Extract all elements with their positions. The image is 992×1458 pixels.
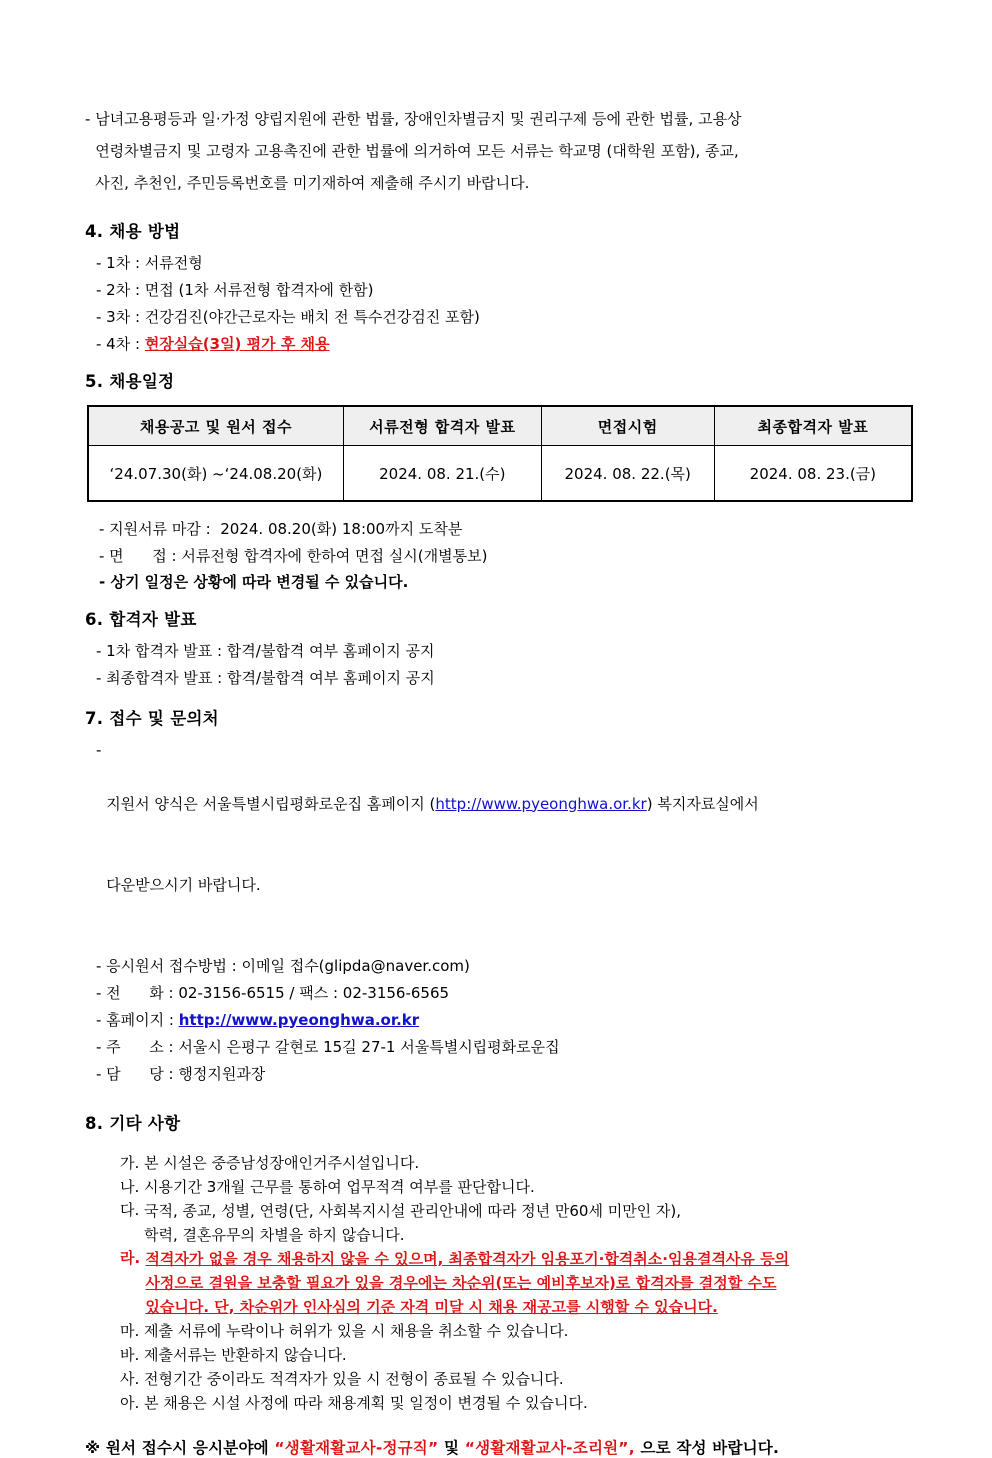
section7-homepage-prefix: - 홈페이지 : bbox=[96, 1010, 179, 1029]
schedule-header-interview: 면접시험 bbox=[541, 406, 714, 446]
footer-suffix: 으로 작성 바랍니다. bbox=[634, 1438, 780, 1457]
schedule-cell-final: 2024. 08. 23.(금) bbox=[714, 446, 912, 502]
homepage-link[interactable]: http://www.pyeonghwa.or.kr bbox=[435, 794, 647, 813]
section6-item-2: - 최종합격자 발표 : 합격/불합격 여부 홈페이지 공지 bbox=[96, 668, 435, 687]
section8-item-ba: 바. 제출서류는 반환하지 않습니다. bbox=[120, 1345, 347, 1364]
section-pass-announcement bbox=[85, 610, 914, 692]
schedule-note-change: - 상기 일정은 상황에 따라 변경될 수 있습니다. bbox=[99, 573, 409, 591]
footer-field-regular: “생활재활교사-정규직” bbox=[274, 1438, 439, 1457]
section7-item-form-bullet: - bbox=[96, 740, 107, 759]
section4-item-2: - 2차 : 면접 (1차 서류전형 합격자에 한함) bbox=[96, 281, 374, 299]
section7-form-suffix: ) 복지자료실에서 bbox=[646, 794, 759, 813]
schedule-header-apply: 채용공고 및 원서 접수 bbox=[88, 406, 343, 446]
intro-line-3: 사진, 추천인, 주민등록번호를 미기재하여 제출해 주시기 바랍니다. bbox=[95, 174, 530, 192]
schedule-table bbox=[87, 405, 913, 502]
homepage-link-2[interactable]: http://www.pyeonghwa.or.kr bbox=[178, 1010, 420, 1029]
schedule-data-row bbox=[88, 446, 912, 502]
section8-title: 8. 기타 사항 bbox=[85, 1113, 181, 1133]
schedule-cell-apply: ‘24.07.30(화) ~‘24.08.20(화) bbox=[88, 446, 343, 502]
section8-item-sa: 사. 전형기간 중이라도 적격자가 있을 시 전형이 종료될 수 있습니다. bbox=[120, 1369, 564, 1388]
section4-item-4-prefix: - 4차 : bbox=[96, 335, 145, 353]
section8-item-ra-line2: 사정으로 결원을 보충할 필요가 있을 경우에는 차순위(또는 예비후보자)로 합격자를 결정할 수도 bbox=[145, 1273, 777, 1292]
section7-item-phone: - 전 화 : 02-3156-6515 / 팩스 : 02-3156-6565 bbox=[96, 983, 450, 1002]
section8-item-ga: 가. 본 시설은 중증남성장애인거주시설입니다. bbox=[120, 1153, 420, 1172]
section7-item-homepage bbox=[96, 1007, 914, 1034]
intro-line-2: 연령차별금지 및 고령자 고용촉진에 관한 법률에 의거하여 모든 서류는 학교명 (대학원 포함), 종교, bbox=[95, 142, 739, 160]
section4-item-4 bbox=[96, 331, 914, 358]
intro-bullet: - bbox=[85, 110, 96, 128]
section4-item-4-highlight: 현장실습(3일) 평가 후 채용 bbox=[144, 335, 330, 353]
section8-item-da-marker: 다. bbox=[120, 1200, 145, 1219]
schedule-cell-interview: 2024. 08. 22.(목) bbox=[541, 446, 714, 502]
schedule-cell-doc-pass: 2024. 08. 21.(수) bbox=[343, 446, 541, 502]
section7-item-email: - 응시원서 접수방법 : 이메일 접수(glipda@naver.com) bbox=[96, 956, 470, 975]
section7-item-manager: - 담 당 : 행정지원과장 bbox=[96, 1064, 266, 1083]
footer-note bbox=[85, 1436, 914, 1458]
section-schedule bbox=[85, 372, 914, 596]
footer-prefix: ※ 원서 접수시 응시분야에 bbox=[85, 1438, 275, 1457]
section8-item-da-line1: 국적, 종교, 성별, 연령(단, 사회복지시설 관리안내에 따라 정년 만60세 미만인 자), bbox=[144, 1201, 682, 1220]
footer-mid: 및 bbox=[438, 1438, 465, 1457]
section-contact bbox=[85, 709, 914, 1088]
section7-item-form bbox=[96, 737, 914, 953]
section8-item-da-line2: 학력, 결혼유무의 차별을 하지 않습니다. bbox=[144, 1225, 405, 1244]
section4-item-3: - 3차 : 건강검진(야간근로자는 배치 전 특수건강검진 포함) bbox=[96, 308, 480, 326]
section8-item-ah: 아. 본 채용은 시설 사정에 따라 채용계획 및 일정이 변경될 수 있습니다. bbox=[120, 1393, 588, 1412]
section8-item-ra bbox=[120, 1247, 914, 1319]
intro-paragraph bbox=[85, 103, 914, 199]
schedule-header-final: 최종합격자 발표 bbox=[714, 406, 912, 446]
section8-item-da bbox=[120, 1199, 914, 1247]
schedule-note-deadline: - 지원서류 마감 : 2024. 08.20(화) 18:00까지 도착분 bbox=[99, 520, 463, 538]
footer-field-cook: “생활재활교사-조리원”, bbox=[464, 1438, 635, 1457]
section-recruit-method bbox=[85, 222, 914, 358]
section8-item-ra-marker: 라. bbox=[120, 1248, 146, 1267]
schedule-header-doc-pass: 서류전형 합격자 발표 bbox=[343, 406, 541, 446]
section-etc bbox=[85, 1114, 914, 1415]
schedule-header-row bbox=[88, 406, 912, 446]
section8-item-ra-line3: 있습니다. 단, 차순위가 인사심의 기준 자격 미달 시 채용 재공고를 시행할 수 있습니다. bbox=[145, 1297, 718, 1316]
section7-item-form-line1 bbox=[106, 791, 914, 818]
section5-title: 5. 채용일정 bbox=[85, 372, 175, 391]
section8-item-na: 나. 시용기간 3개월 근무를 통하여 업무적격 여부를 판단합니다. bbox=[120, 1177, 535, 1196]
section4-item-1: - 1차 : 서류전형 bbox=[96, 254, 203, 272]
section4-title: 4. 채용 방법 bbox=[85, 222, 181, 241]
section8-item-ma: 마. 제출 서류에 누락이나 허위가 있을 시 채용을 취소할 수 있습니다. bbox=[120, 1321, 569, 1340]
schedule-note-interview: - 면 접 : 서류전형 합격자에 한하여 면접 실시(개별통보) bbox=[99, 546, 488, 565]
section7-title: 7. 접수 및 문의처 bbox=[85, 708, 219, 728]
section6-item-1: - 1차 합격자 발표 : 합격/불합격 여부 홈페이지 공지 bbox=[96, 641, 435, 660]
intro-line-1: 남녀고용평등과 일·가정 양립지원에 관한 법률, 장애인차별금지 및 권리구제 등에 관한 법률, 고용상 bbox=[95, 110, 742, 128]
section7-form-prefix: 지원서 양식은 서울특별시립평화로운집 홈페이지 ( bbox=[106, 794, 436, 813]
section7-item-form-line2: 다운받으시기 바랍니다. bbox=[106, 875, 261, 894]
section6-title: 6. 합격자 발표 bbox=[85, 609, 197, 629]
section8-item-ra-line1: 적격자가 없을 경우 채용하지 않을 수 있으며, 최종합격자가 임용포기·합격취소·임용결격사유 등의 bbox=[145, 1249, 790, 1268]
section7-item-address: - 주 소 : 서울시 은평구 갈현로 15길 27-1 서울특별시립평화로운집 bbox=[96, 1037, 560, 1056]
